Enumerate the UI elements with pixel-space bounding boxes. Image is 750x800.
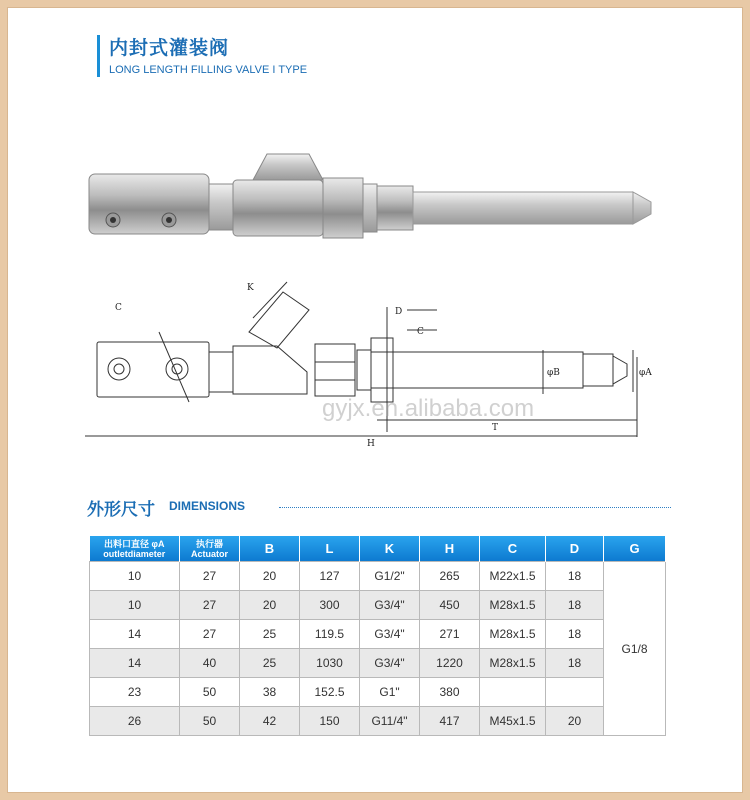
table-header-row xyxy=(90,536,666,562)
cell-outlet: 26 xyxy=(90,707,180,736)
cell-b: 25 xyxy=(240,649,300,678)
cell-l: 1030 xyxy=(300,649,360,678)
cell-d: 20 xyxy=(546,707,604,736)
label-c-left: C xyxy=(115,303,122,313)
cell-l: 300 xyxy=(300,591,360,620)
header-g: G xyxy=(604,536,666,562)
header-actuator xyxy=(180,536,240,562)
cell-h: 417 xyxy=(420,707,480,736)
dimensions-title-cn: 外形尺寸 xyxy=(87,500,155,519)
cell-k: G1/2" xyxy=(360,562,420,591)
table-row xyxy=(90,591,666,620)
cell-d: 18 xyxy=(546,649,604,678)
table-row xyxy=(90,649,666,678)
header-l: L xyxy=(300,536,360,562)
cell-g: G1/8 xyxy=(604,562,666,736)
page-title: 内封式灌装阀 xyxy=(109,38,230,59)
header-actuator-en: Actuator xyxy=(190,548,228,559)
cell-b: 20 xyxy=(240,591,300,620)
cell-b: 42 xyxy=(240,707,300,736)
label-k: K xyxy=(247,283,254,293)
valve-photo xyxy=(89,154,651,238)
cell-actuator: 27 xyxy=(180,591,240,620)
cell-d: 18 xyxy=(546,562,604,591)
label-phi-b: φB xyxy=(547,368,560,378)
header-b: B xyxy=(240,536,300,562)
label-h: H xyxy=(367,439,375,449)
cell-actuator: 50 xyxy=(180,678,240,707)
cell-d: 18 xyxy=(546,620,604,649)
cell-h: 450 xyxy=(420,591,480,620)
cell-c: M28x1.5 xyxy=(480,620,546,649)
header-h: H xyxy=(420,536,480,562)
header-outlet xyxy=(90,536,180,562)
label-c: C xyxy=(417,327,424,337)
cell-d: 18 xyxy=(546,591,604,620)
cell-d xyxy=(546,678,604,707)
page-frame xyxy=(7,7,743,793)
header-k: K xyxy=(360,536,420,562)
dimensions-table xyxy=(89,536,666,736)
cell-k: G3/4" xyxy=(360,591,420,620)
cell-l: 127 xyxy=(300,562,360,591)
cell-c: M28x1.5 xyxy=(480,649,546,678)
watermark: gyjx.en.alibaba.com xyxy=(322,395,535,422)
header-outlet-cn: 出料口直径 φA xyxy=(104,538,165,549)
cell-actuator: 50 xyxy=(180,707,240,736)
table-row xyxy=(90,678,666,707)
cell-c xyxy=(480,678,546,707)
page-subtitle: LONG LENGTH FILLING VALVE I TYPE xyxy=(109,64,308,76)
cell-outlet: 10 xyxy=(90,562,180,591)
cell-k: G3/4" xyxy=(360,649,420,678)
cell-k: G3/4" xyxy=(360,620,420,649)
table-row xyxy=(90,620,666,649)
cell-h: 271 xyxy=(420,620,480,649)
cell-outlet: 10 xyxy=(90,591,180,620)
dimensions-divider xyxy=(279,507,671,508)
cell-c: M22x1.5 xyxy=(480,562,546,591)
header-outlet-en: outletdiameter xyxy=(103,548,166,559)
cell-b: 38 xyxy=(240,678,300,707)
dimensions-title-en: DIMENSIONS xyxy=(169,499,246,513)
label-phi-a: φA xyxy=(639,368,652,378)
cell-outlet: 23 xyxy=(90,678,180,707)
cell-actuator: 27 xyxy=(180,620,240,649)
cell-actuator: 40 xyxy=(180,649,240,678)
table-row xyxy=(90,707,666,736)
cell-l: 150 xyxy=(300,707,360,736)
cell-c: M28x1.5 xyxy=(480,591,546,620)
cell-h: 1220 xyxy=(420,649,480,678)
cell-outlet: 14 xyxy=(90,620,180,649)
cell-l: 152.5 xyxy=(300,678,360,707)
title-accent-bar xyxy=(97,35,100,77)
cell-outlet: 14 xyxy=(90,649,180,678)
cell-actuator: 27 xyxy=(180,562,240,591)
cell-l: 119.5 xyxy=(300,620,360,649)
header-c: C xyxy=(480,536,546,562)
cell-k: G11/4" xyxy=(360,707,420,736)
cell-c: M45x1.5 xyxy=(480,707,546,736)
header-actuator-cn: 执行器 xyxy=(195,538,223,549)
label-t: T xyxy=(492,423,499,433)
cell-k: G1" xyxy=(360,678,420,707)
cell-h: 265 xyxy=(420,562,480,591)
header-d: D xyxy=(546,536,604,562)
label-d: D xyxy=(395,307,403,317)
table-row xyxy=(90,562,666,591)
cell-h: 380 xyxy=(420,678,480,707)
cell-b: 20 xyxy=(240,562,300,591)
cell-b: 25 xyxy=(240,620,300,649)
